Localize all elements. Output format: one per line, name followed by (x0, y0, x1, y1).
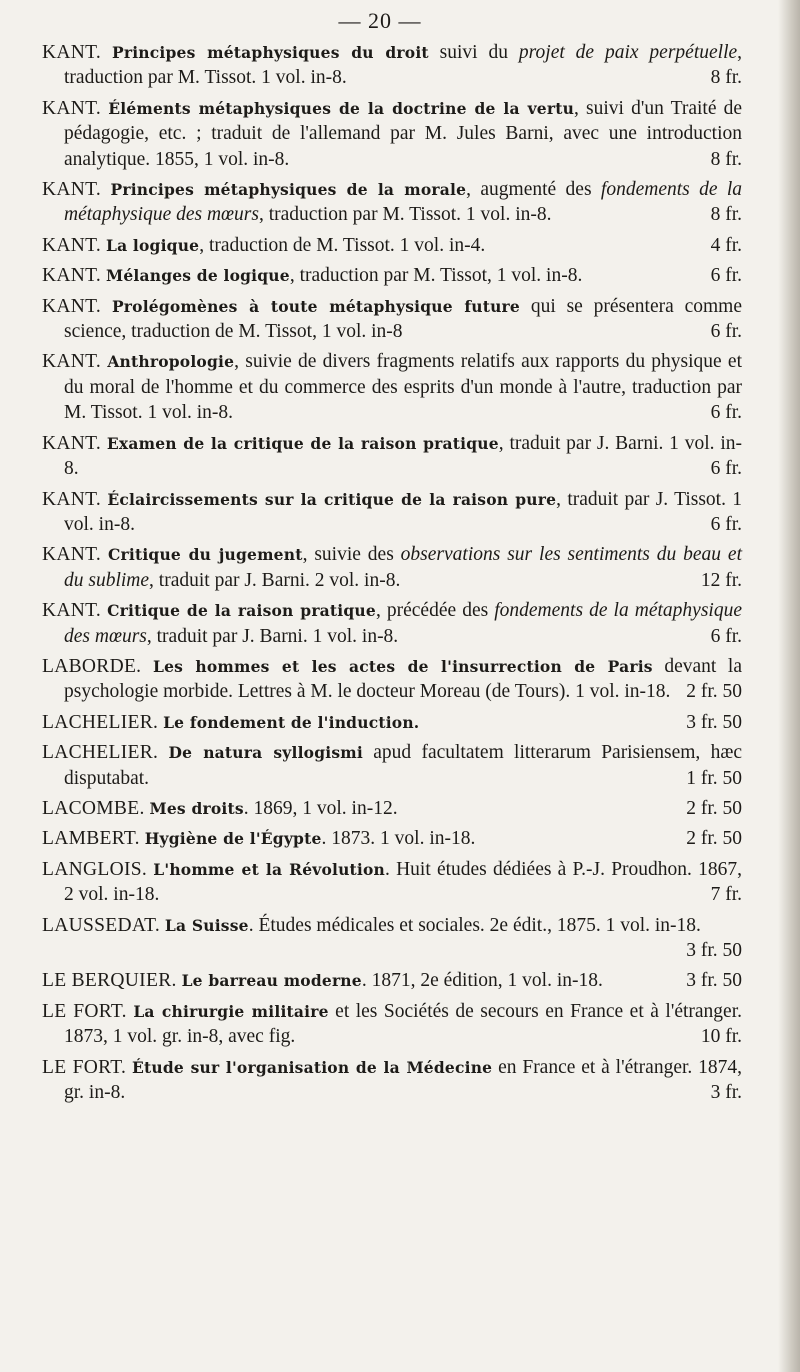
entry-title: Le barreau moderne (181, 971, 362, 991)
entry-price: 2 fr. 50 (686, 797, 742, 819)
catalog-entry (42, 796, 742, 821)
entry-author: KANT. (42, 234, 102, 256)
entry-description: , traduction par M. Tissot, 1 vol. in-8. (289, 265, 583, 287)
entry-description: . 1869, 1 vol. in-12. (243, 797, 398, 819)
entry-description-tail: , traduit par J. Barni. 1 vol. in-8. (146, 625, 399, 647)
catalog-entry (42, 1055, 742, 1106)
catalog-entry (42, 294, 742, 345)
entry-italic-note: projet de paix perpétuelle (518, 42, 738, 63)
entry-author: KANT. (42, 600, 102, 622)
entry-author: KANT. (42, 295, 102, 317)
entry-author: LE FORT. (42, 1000, 127, 1022)
entry-author: LE BERQUIER. (42, 970, 177, 992)
entry-description: suivi du (428, 42, 519, 63)
entry-author: LAMBERT. (42, 828, 140, 850)
entry-description: , suivie de divers fragments relatifs aux rapports du physique et du moral de l'homme et du commerce des esprits d'un monde à l'autre, traduction par M. Tissot. 1 vol. in-8. (64, 351, 742, 424)
entry-description: apud facultatem litterarum Parisiensem, hæc disputabat. (64, 742, 743, 789)
entry-description: , traduit par J. Barni. 1 vol. in-8. (64, 432, 743, 480)
entry-price: 12 fr. (700, 569, 742, 591)
entry-price: 8 fr. (710, 148, 742, 170)
catalog-entry (42, 999, 742, 1050)
entry-author: LE FORT. (42, 1056, 127, 1078)
entry-author: LAUSSEDAT. (42, 914, 161, 936)
catalog-entry (42, 542, 742, 593)
entry-author: KANT. (42, 488, 102, 510)
entry-price: 3 fr. 50 (686, 711, 742, 733)
catalog-entry (42, 598, 742, 649)
entry-description: , suivi d'un Traité de pédagogie, etc. ; traduit de l'allemand par M. Jules Barni, avec une introduction analytique. 1855, 1 vol. in-8. (64, 97, 742, 170)
catalog-entry (42, 710, 742, 735)
entry-author: LACHELIER. (42, 742, 159, 764)
entry-author: KANT. (42, 351, 102, 373)
entry-title: Prolégomènes à toute métaphysique future (111, 296, 520, 316)
entry-description: qui se présentera comme science, traduction de M. Tissot, 1 vol. in-8 (64, 295, 743, 343)
catalog-entry (42, 487, 742, 538)
catalog-list (42, 40, 742, 1110)
entry-title: La Suisse (164, 915, 249, 935)
entry-description: et les Sociétés de secours en France et à l'étranger. 1873, 1 vol. gr. in-8, avec fig. (64, 1000, 742, 1048)
entry-author: KANT. (42, 97, 102, 119)
entry-price: 10 fr. (700, 1026, 742, 1048)
entry-title: Mélanges de logique (105, 266, 290, 286)
entry-description: . 1873. 1 vol. in-18. (321, 828, 476, 850)
catalog-entry (42, 431, 742, 482)
entry-title: Anthropologie (107, 352, 235, 372)
entry-italic-note: fondements de la métaphysique des mœurs (64, 600, 742, 647)
entry-description: . Huit études dédiées à P.-J. Proudhon. 1867, 2 vol. in-18. (64, 858, 742, 906)
entry-description: devant la psychologie morbide. Lettres à M. le docteur Moreau (de Tours). 1 vol. in-18. (64, 655, 742, 703)
catalog-entry (42, 913, 742, 964)
entry-price: 3 fr. (710, 1082, 742, 1104)
entry-price: 3 fr. 50 (686, 940, 742, 961)
entry-title: Mes droits (149, 798, 244, 818)
entry-title: Les hommes et les actes de l'insurrection de Paris (152, 656, 653, 676)
entry-description-tail: , traduction par M. Tissot. 1 vol. in-8. (64, 42, 743, 89)
entry-italic-note: fondements de la métaphysique des mœurs (64, 179, 743, 226)
entry-title: Le fondement de l'induction. (163, 712, 420, 732)
entry-author: LANGLOIS. (42, 858, 148, 880)
entry-price: 4 fr. (710, 234, 742, 256)
entry-price: 2 fr. 50 (686, 828, 742, 850)
entry-title: Principes métaphysiques du droit (112, 43, 429, 62)
entry-description: . Études médicales et sociales. 2e édit., 1875. 1 vol. in-18. (248, 914, 701, 936)
entry-title: Principes métaphysiques de la morale (110, 180, 467, 200)
entry-price: 6 fr. (710, 458, 742, 480)
catalog-entry (42, 96, 742, 172)
entry-title: Critique du jugement (107, 545, 303, 565)
entry-title: L'homme et la Révolution (153, 859, 386, 879)
entry-italic-note: observations sur les sentiments du beau et du sublime (64, 544, 743, 591)
entry-title: Éléments métaphysiques de la doctrine de la vertu (108, 98, 575, 118)
entry-price: 6 fr. (710, 625, 742, 647)
catalog-entry (42, 263, 742, 288)
entry-title: De natura syllogismi (168, 743, 363, 763)
entry-author: KANT. (42, 432, 102, 454)
entry-title: La logique (105, 235, 200, 255)
entry-author: LABORDE. (42, 655, 142, 677)
entry-author: KANT. (42, 265, 102, 287)
entry-description: , suivie des (302, 544, 401, 566)
entry-author: KANT. (42, 179, 102, 201)
entry-author: LACHELIER. (42, 711, 159, 733)
entry-author: KANT. (42, 544, 102, 566)
entry-author: KANT. (42, 42, 102, 63)
entry-price: 8 fr. (710, 67, 742, 89)
entry-description-tail: , traduit par J. Barni. 2 vol. in-8. (149, 569, 401, 591)
entry-price: 6 fr. (710, 402, 742, 424)
catalog-entry (42, 177, 742, 228)
entry-title: Hygiène de l'Égypte (144, 829, 322, 849)
entry-description-tail: , traduction par M. Tissot. 1 vol. in-8. (258, 204, 552, 226)
entry-price: 6 fr. (710, 265, 742, 287)
catalog-entry (42, 857, 742, 908)
entry-price: 6 fr. (710, 321, 742, 343)
entry-title: Critique de la raison pratique (107, 601, 376, 621)
entry-description: , traduit par J. Tissot. 1 vol. in-8. (64, 488, 742, 535)
page-edge-shadow (778, 0, 800, 1372)
catalog-entry (42, 233, 742, 258)
entry-description: . 1871, 2e édition, 1 vol. in-18. (361, 970, 603, 992)
entry-author: LACOMBE. (42, 797, 145, 819)
entry-title: Éclaircissements sur la critique de la raison pure (107, 489, 557, 509)
entry-price: 3 fr. 50 (686, 970, 742, 992)
entry-description: , augmenté des (466, 179, 601, 201)
entry-title: Étude sur l'organisation de la Médecine (132, 1057, 493, 1077)
entry-price: 1 fr. 50 (686, 767, 742, 789)
catalog-entry (42, 654, 742, 705)
entry-price: 6 fr. (710, 513, 742, 535)
entry-price: 8 fr. (710, 204, 742, 226)
entry-description: en France et à l'étranger. 1874, gr. in-8. (64, 1056, 743, 1104)
entry-price: 7 fr. (710, 884, 742, 906)
entry-title: Examen de la critique de la raison pratique (106, 433, 499, 453)
entry-description: , traduction de M. Tissot. 1 vol. in-4. (199, 234, 486, 256)
catalog-entry (42, 349, 742, 425)
catalog-entry (42, 826, 742, 851)
catalog-entry (42, 968, 742, 993)
catalog-entry (42, 40, 742, 91)
entry-price: 2 fr. 50 (686, 681, 742, 703)
entry-title: La chirurgie militaire (133, 1001, 329, 1021)
catalog-entry (42, 740, 742, 791)
entry-description: , précédée des (375, 600, 495, 622)
page-number: — 20 — (338, 8, 422, 33)
